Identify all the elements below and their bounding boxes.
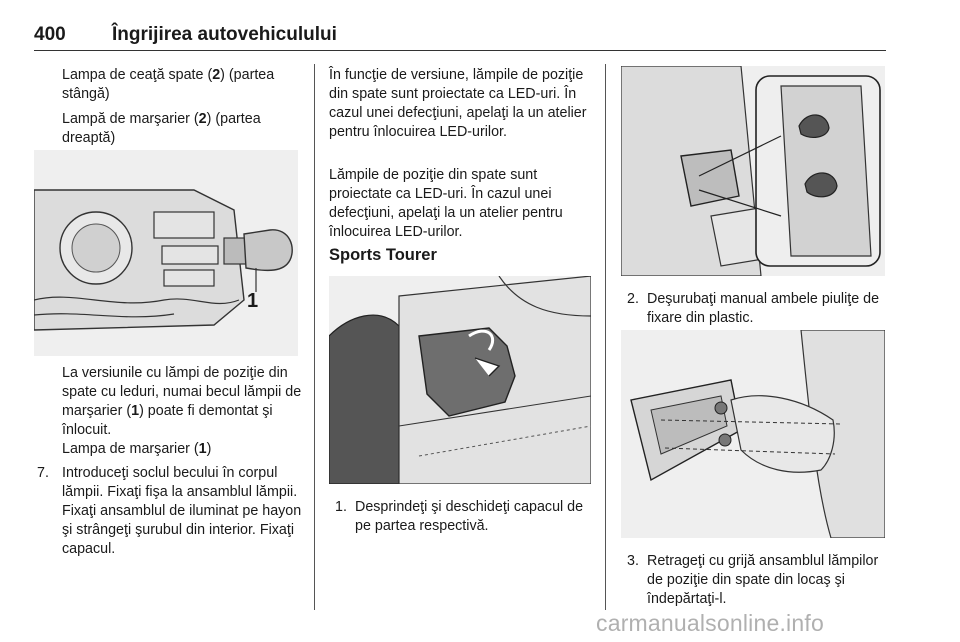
remove-lamp-illustration	[621, 330, 885, 538]
figure-remove-lamp	[621, 330, 885, 538]
column-divider-2	[605, 64, 606, 610]
step-1-text: Desprindeţi şi deschideţi capacul de pe partea respectivă.	[355, 499, 584, 534]
paragraph-reverse-lamp: Lampă de marşarier (2) (partea dreaptă)	[62, 111, 261, 146]
paragraph-fog-lamp: Lampa de ceaţă spate (2) (partea stângă)	[62, 67, 275, 102]
trunk-cover-illustration	[329, 276, 591, 484]
page-title: Îngrijirea autovehiculului	[112, 24, 337, 45]
step-7-number: 7.	[37, 465, 49, 481]
step-2-number: 2.	[627, 291, 639, 307]
step-3-number: 3.	[627, 553, 639, 569]
column-divider-1	[314, 64, 315, 610]
watermark: carmanualsonline.info	[596, 610, 824, 636]
figure-callout-1: 1	[247, 290, 259, 312]
section-heading: Sports Tourer	[329, 246, 437, 264]
page-header	[34, 18, 886, 52]
page-number: 400	[34, 24, 66, 45]
step-3-text: Retrageţi cu grijă ansamblul lămpilor de poziţie din spate din locaş şi îndepărtaţi-l.	[647, 553, 879, 607]
paragraph-led-designed: Lămpile de poziţie din spate sunt proiectate ca LED-uri. În cazul unei defecţiuni, apelaţi la un atelier pentru înlocuirea LED-urilor.	[329, 167, 563, 240]
plastic-nuts-illustration	[621, 66, 885, 276]
bulb-illustration	[34, 150, 298, 356]
paragraph-led-versions: La versiunile cu lămpi de poziţie din spate cu leduri, numai becul lămpii de marşarier (1) poate fi demontat şi înlocuit.	[62, 365, 302, 438]
step-1-number: 1.	[335, 499, 347, 515]
figure-rear-lamp-bulb	[34, 150, 298, 356]
paragraph-led-depending: În funcţie de versiune, lămpile de poziţie din spate sunt proiectate ca LED-uri. În cazul unei defecţiuni, apelaţi la un atelier pentru înlocuirea LED-urilor.	[329, 67, 587, 140]
step-7-text: Introduceţi soclul becului în corpul lămpii. Fixaţi fişa la ansamblul lămpii. Fixaţi ansamblul de iluminat pe hayon şi strângeţi şurubul din interior. Fixaţi capacul.	[62, 465, 302, 557]
paragraph-reverse-lamp-1: Lampa de marşarier (1)	[62, 441, 212, 457]
figure-trunk-cover	[329, 276, 591, 484]
header-rule	[34, 50, 886, 51]
step-2-text: Deşurubaţi manual ambele piuliţe de fixare din plastic.	[647, 291, 880, 326]
figure-plastic-nuts	[621, 66, 885, 276]
